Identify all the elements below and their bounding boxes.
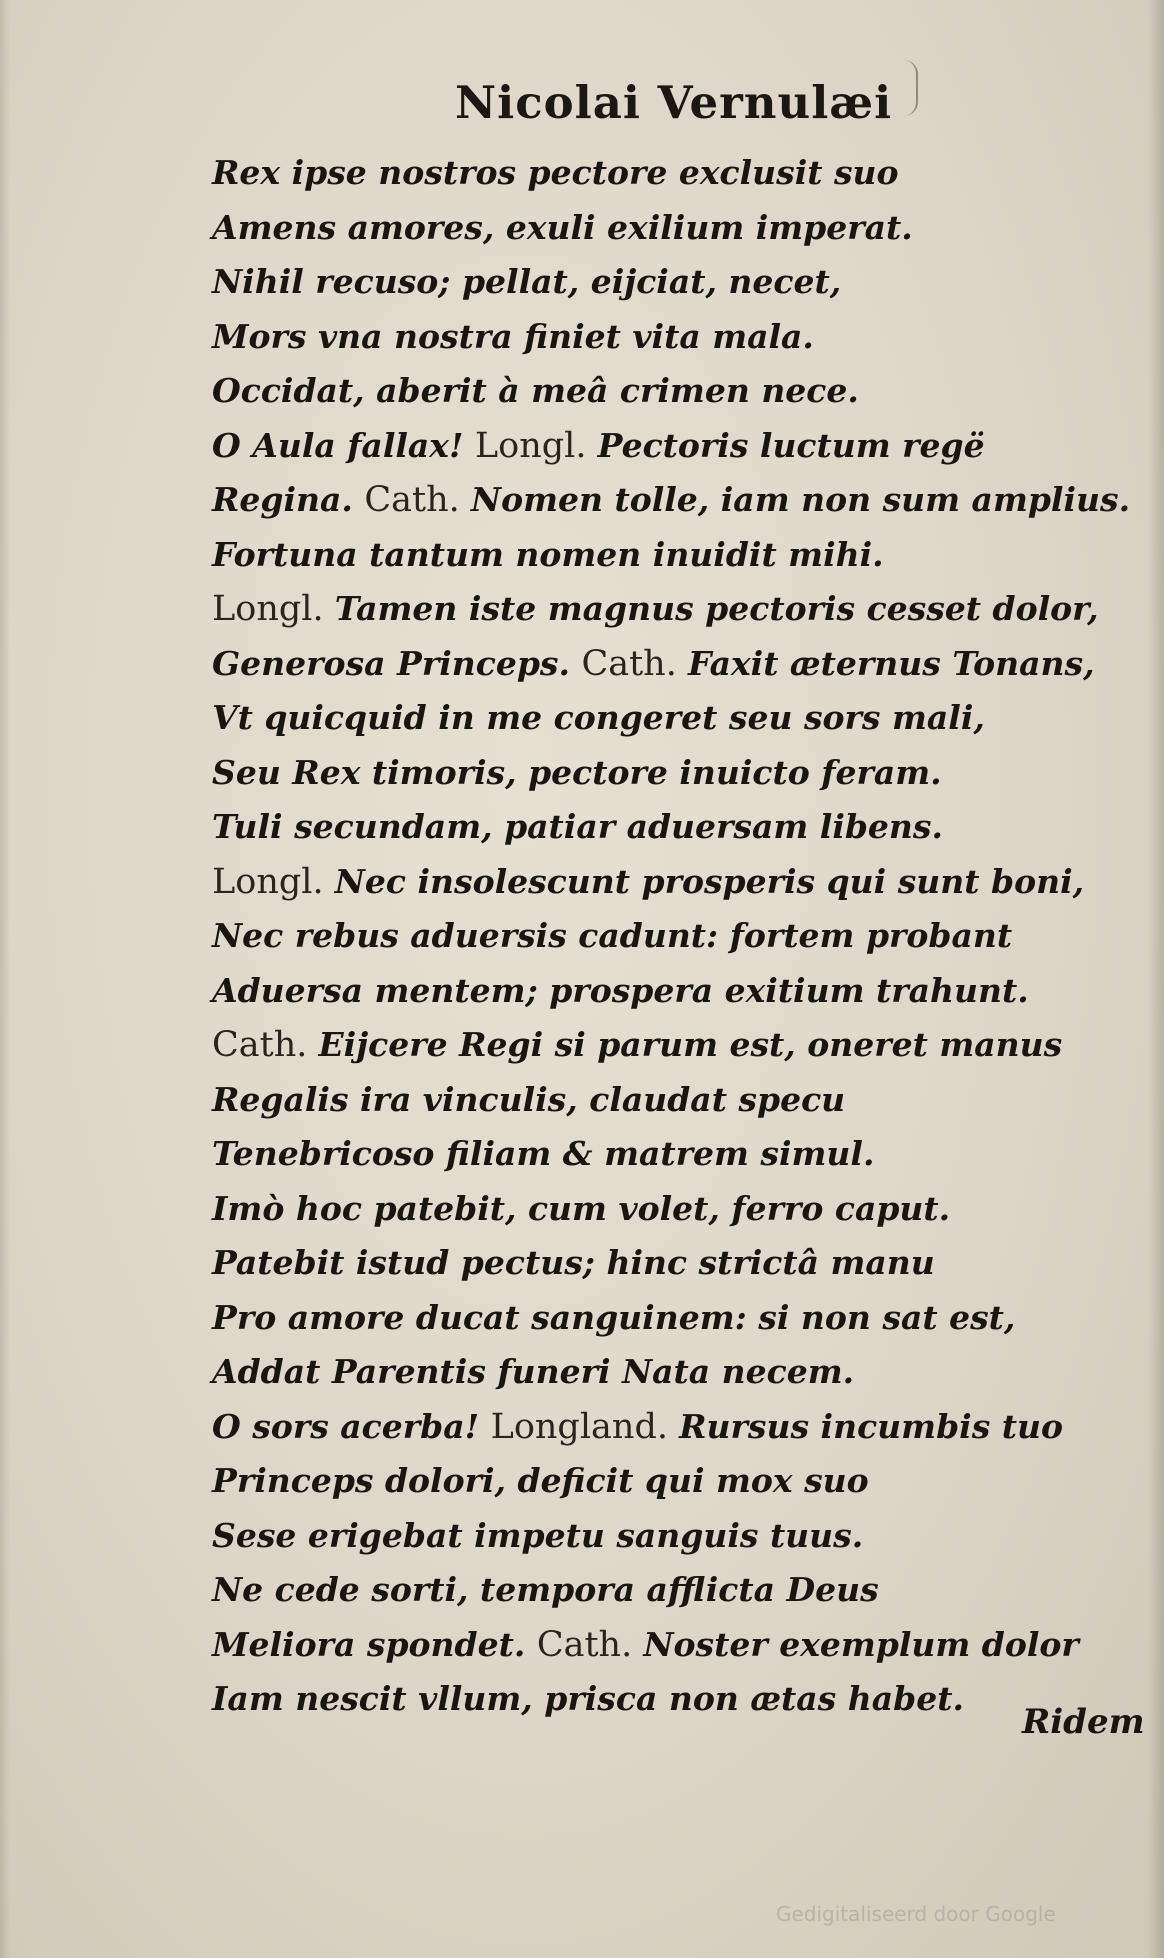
- verse-text: Ne cede sorti, tempora afflicta Deus: [212, 1570, 879, 1609]
- verse-text: Nec rebus aduersis cadunt: fortem probant: [212, 916, 1013, 955]
- verse-text: Regina.: [212, 480, 365, 519]
- running-header: Nicolai Vernulæi: [455, 76, 893, 129]
- verse-line: [212, 473, 1132, 528]
- verse-line: [212, 1672, 1132, 1727]
- verse-line: [212, 800, 1132, 855]
- verse-line: [212, 528, 1132, 583]
- catchword: Ridem: [1022, 1702, 1145, 1742]
- verse-line: [212, 310, 1132, 365]
- speaker-name: Longl.: [212, 861, 335, 902]
- verse-line: [212, 1563, 1132, 1618]
- speaker-name: Cath.: [212, 1025, 319, 1065]
- ink-mark: [904, 60, 918, 116]
- speaker-name: Cath.: [581, 643, 688, 684]
- verse-text: Tamen iste magnus pectoris cesset dolor,: [334, 589, 1099, 628]
- verse-line: [212, 582, 1132, 637]
- verse-line: [212, 201, 1132, 256]
- verse-text: Eijcere Regi si parum est, oneret manus: [318, 1025, 1063, 1064]
- verse-text: Imò hoc patebit, cum volet, ferro caput.: [212, 1188, 951, 1228]
- speaker-name: Longl.: [474, 425, 598, 466]
- verse-text: Addat Parentis funeri Nata necem.: [212, 1352, 855, 1391]
- page-left-shadow: [0, 0, 10, 1958]
- verse-text: Pectoris luctum regë: [597, 425, 985, 465]
- verse-line: [212, 964, 1132, 1019]
- verse-text: Meliora spondet.: [212, 1624, 537, 1664]
- verse-line: [212, 1073, 1132, 1128]
- verse-text: Noster exemplum dolor: [643, 1624, 1079, 1664]
- speaker-name: Cath.: [364, 480, 471, 520]
- verse-text: Rursus incumbis tuo: [679, 1406, 1064, 1446]
- verse-text: Generosa Princeps.: [212, 643, 582, 683]
- verse-text: O sors acerba!: [212, 1406, 491, 1446]
- verse-text: Nomen tolle, iam non sum amplius.: [470, 480, 1131, 519]
- page-right-shadow: [1148, 0, 1164, 1958]
- speaker-name: Longland.: [490, 1406, 680, 1447]
- verse-line: [212, 364, 1132, 419]
- verse-line: [212, 1345, 1132, 1400]
- verse-line: [212, 1182, 1132, 1237]
- verse-line: [212, 419, 1132, 474]
- verse-text: O Aula fallax!: [212, 425, 475, 465]
- verse-text: Amens amores, exuli exilium imperat.: [212, 207, 913, 247]
- verse-text: Sese erigebat impetu sanguis tuus.: [212, 1515, 864, 1555]
- verse-text: Occidat, aberit à meâ crimen nece.: [212, 371, 859, 410]
- digitization-watermark: Gedigitaliseerd door Google: [776, 1902, 1056, 1926]
- verse-line: [212, 1018, 1132, 1073]
- verse-text: Fortuna tantum nomen inuidit mihi.: [212, 534, 884, 574]
- verse-line: [212, 746, 1132, 801]
- verse-line: [212, 146, 1132, 201]
- verse-text: Seu Rex timoris, pectore inuicto feram.: [212, 752, 942, 792]
- verse-line: [212, 1400, 1132, 1455]
- verse-line: [212, 637, 1132, 692]
- verse-text: Tenebricoso filiam & matrem simul.: [212, 1134, 875, 1173]
- verse-line: [212, 855, 1132, 910]
- verse-line: [212, 1236, 1132, 1291]
- verse-line: [212, 1454, 1132, 1509]
- verse-block: [212, 146, 1132, 1727]
- verse-line: [212, 1618, 1132, 1673]
- verse-text: Nec insolescunt prosperis qui sunt boni,: [334, 861, 1085, 901]
- verse-text: Pro amore ducat sanguinem: si non sat est,: [212, 1297, 1016, 1337]
- verse-text: Rex ipse nostros pectore exclusit suo: [212, 153, 899, 192]
- verse-text: Vt quicquid in me congeret seu sors mali,: [212, 698, 985, 737]
- speaker-name: Cath.: [536, 1624, 644, 1665]
- verse-line: [212, 255, 1132, 310]
- verse-text: Regalis ira vinculis, claudat specu: [212, 1079, 846, 1119]
- verse-line: [212, 909, 1132, 964]
- verse-text: Aduersa mentem; prospera exitium trahunt.: [212, 970, 1029, 1010]
- verse-text: Tuli secundam, patiar aduersam libens.: [212, 807, 943, 846]
- verse-text: Mors vna nostra finiet vita mala.: [212, 316, 814, 356]
- verse-text: Faxit æternus Tonans,: [687, 643, 1095, 683]
- verse-text: Princeps dolori, deficit qui mox suo: [212, 1461, 869, 1500]
- verse-text: Iam nescit vllum, prisca non ætas habet.: [212, 1679, 964, 1718]
- verse-line: [212, 1291, 1132, 1346]
- verse-text: Patebit istud pectus; hinc strictâ manu: [212, 1243, 935, 1282]
- speaker-name: Longl.: [212, 589, 335, 629]
- verse-line: [212, 1127, 1132, 1182]
- verse-line: [212, 691, 1132, 746]
- verse-text: Nihil recuso; pellat, eijciat, necet,: [212, 262, 842, 301]
- verse-line: [212, 1509, 1132, 1564]
